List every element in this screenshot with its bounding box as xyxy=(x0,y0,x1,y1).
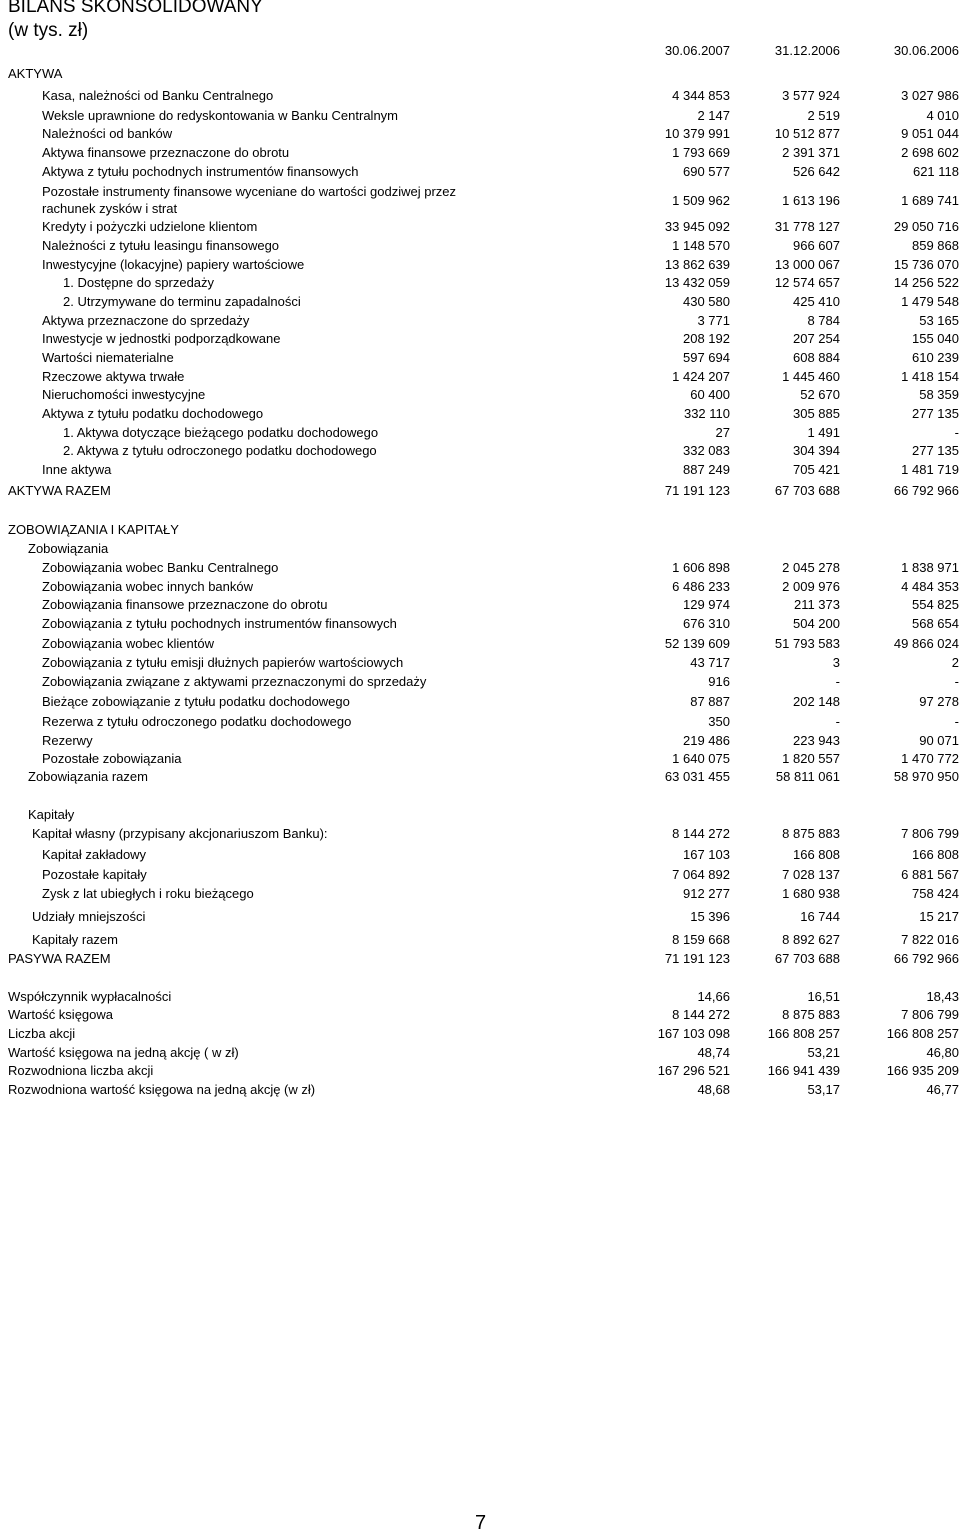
table-row xyxy=(0,540,960,558)
row-value: 8 875 883 xyxy=(782,826,840,841)
table-row xyxy=(0,885,960,903)
column-header-2006-06: 30.06.2006 xyxy=(893,43,959,58)
row-value: 526 642 xyxy=(793,164,840,179)
row-value: 1 680 938 xyxy=(782,886,840,901)
row-value: 16,51 xyxy=(807,989,840,1004)
table-row xyxy=(0,1062,960,1080)
row-value: 13 432 059 xyxy=(664,275,730,290)
table-row xyxy=(0,1044,960,1062)
table-row xyxy=(0,732,960,750)
table-row xyxy=(0,768,960,786)
row-value: 46,80 xyxy=(926,1045,959,1060)
row-value: 166 808 xyxy=(793,847,840,862)
row-value: 2 391 371 xyxy=(782,145,840,160)
row-value: 568 654 xyxy=(912,616,959,631)
table-row xyxy=(0,908,960,926)
row-label: Aktywa przeznaczone do sprzedaży xyxy=(42,313,250,328)
row-label: Aktywa finansowe przeznaczone do obrotu xyxy=(42,145,290,160)
table-row xyxy=(0,461,960,479)
row-value: 202 148 xyxy=(793,694,840,709)
row-value: 208 192 xyxy=(683,331,730,346)
row-value: 705 421 xyxy=(793,462,840,477)
row-label: Rozwodniona liczba akcji xyxy=(8,1063,154,1078)
table-row xyxy=(0,482,960,500)
row-value: 52 139 609 xyxy=(664,636,730,651)
row-value: 608 884 xyxy=(793,350,840,365)
table-row xyxy=(0,330,960,348)
row-label: Pozostałe instrumenty finansowe wyceniane do wartości godziwej przez rachunek zysków i strat xyxy=(42,184,457,216)
row-value: 166 935 209 xyxy=(886,1063,959,1078)
row-value: 15 736 070 xyxy=(893,257,959,272)
row-value: 31 778 127 xyxy=(774,219,840,234)
row-label: Współczynnik wypłacalności xyxy=(8,989,172,1004)
row-label: Zobowiązania finansowe przeznaczone do obrotu xyxy=(42,597,328,612)
row-value: 332 083 xyxy=(683,443,730,458)
row-value: 49 866 024 xyxy=(893,636,959,651)
row-value: 621 118 xyxy=(912,164,959,179)
row-value: 304 394 xyxy=(793,443,840,458)
row-value: 8 144 272 xyxy=(672,1007,730,1022)
row-value: 13 000 067 xyxy=(774,257,840,272)
row-label: PASYWA RAZEM xyxy=(8,951,111,966)
row-value: 207 254 xyxy=(793,331,840,346)
row-label: Rzeczowe aktywa trwałe xyxy=(42,369,185,384)
row-value: 167 103 098 xyxy=(657,1026,730,1041)
row-value: 610 239 xyxy=(912,350,959,365)
row-label: Wartość księgowa xyxy=(8,1007,113,1022)
row-value: 305 885 xyxy=(793,406,840,421)
row-value: 3 577 924 xyxy=(782,88,840,103)
row-value: 12 574 657 xyxy=(774,275,840,290)
row-label: Zysk z lat ubiegłych i roku bieżącego xyxy=(42,886,254,901)
row-value: 9 051 044 xyxy=(901,126,959,141)
row-label: Aktywa z tytułu podatku dochodowego xyxy=(42,406,264,421)
table-row xyxy=(0,312,960,330)
row-value: 15 396 xyxy=(690,909,730,924)
row-value: 7 806 799 xyxy=(901,826,959,841)
row-value: 71 191 123 xyxy=(664,483,730,498)
row-label: Zobowiązania z tytułu pochodnych instrumentów finansowych xyxy=(42,616,397,631)
row-value: 1 470 772 xyxy=(901,751,959,766)
row-value: 4 010 xyxy=(926,108,959,123)
row-value: 1 424 207 xyxy=(672,369,730,384)
row-label: 1. Dostępne do sprzedaży xyxy=(63,275,215,290)
row-value: 1 418 154 xyxy=(901,369,959,384)
row-value: 554 825 xyxy=(912,597,959,612)
row-label: Zobowiązania wobec innych banków xyxy=(42,579,254,594)
table-row xyxy=(0,635,960,653)
row-value: 4 484 353 xyxy=(901,579,959,594)
row-value: 1 613 196 xyxy=(782,193,840,208)
row-value: 48,68 xyxy=(697,1082,730,1097)
table-row xyxy=(0,713,960,731)
row-value: 10 379 991 xyxy=(664,126,730,141)
row-value: 10 512 877 xyxy=(774,126,840,141)
table-row xyxy=(0,442,960,460)
row-label: Inwestycyjne (lokacyjne) papiery wartościowe xyxy=(42,257,305,272)
row-label: Należności od banków xyxy=(42,126,173,141)
row-value: 2 147 xyxy=(697,108,730,123)
table-row xyxy=(0,750,960,768)
row-value: - xyxy=(954,714,959,729)
row-value: 3 xyxy=(832,655,840,670)
table-row xyxy=(0,559,960,577)
row-label: Kapitały razem xyxy=(32,932,118,947)
row-value: 71 191 123 xyxy=(664,951,730,966)
column-header-2006-12: 31.12.2006 xyxy=(774,43,840,58)
table-row xyxy=(0,424,960,442)
row-value: 7 028 137 xyxy=(782,867,840,882)
row-value: 916 xyxy=(708,674,730,689)
row-label: AKTYWA xyxy=(8,66,63,81)
row-value: 758 424 xyxy=(912,886,959,901)
row-value: - xyxy=(954,425,959,440)
row-value: 155 040 xyxy=(912,331,959,346)
row-value: 166 941 439 xyxy=(767,1063,840,1078)
row-label: Zobowiązania razem xyxy=(28,769,148,784)
row-value: 2 xyxy=(951,655,959,670)
row-value: 504 200 xyxy=(793,616,840,631)
table-row xyxy=(0,1025,960,1043)
row-label: Bieżące zobowiązanie z tytułu podatku dochodowego xyxy=(42,694,350,709)
row-value: 167 103 xyxy=(683,847,730,862)
row-label: Rozwodniona wartość księgowa na jedną akcję (w zł) xyxy=(8,1082,316,1097)
row-value: 350 xyxy=(708,714,730,729)
table-row xyxy=(0,218,960,236)
row-value: 1 491 xyxy=(807,425,840,440)
row-value: 1 640 075 xyxy=(672,751,730,766)
row-value: 7 822 016 xyxy=(901,932,959,947)
row-value: 1 689 741 xyxy=(901,193,959,208)
row-value: 13 862 639 xyxy=(664,257,730,272)
row-value: 430 580 xyxy=(683,294,730,309)
table-row xyxy=(0,615,960,633)
row-value: 166 808 257 xyxy=(767,1026,840,1041)
row-label: Rezerwa z tytułu odroczonego podatku dochodowego xyxy=(42,714,352,729)
row-value: 1 793 669 xyxy=(672,145,730,160)
row-value: 966 607 xyxy=(793,238,840,253)
row-value: 14,66 xyxy=(697,989,730,1004)
row-value: 66 792 966 xyxy=(893,951,959,966)
table-row xyxy=(0,806,960,824)
row-value: 887 249 xyxy=(683,462,730,477)
row-value: 58 811 061 xyxy=(775,769,840,784)
row-value: 53,17 xyxy=(807,1082,840,1097)
row-value: 2 698 602 xyxy=(901,145,959,160)
row-value: 53,21 xyxy=(807,1045,840,1060)
row-value: 8 892 627 xyxy=(782,932,840,947)
row-value: 66 792 966 xyxy=(893,483,959,498)
table-row xyxy=(0,237,960,255)
row-value: 48,74 xyxy=(697,1045,730,1060)
table-row xyxy=(0,107,960,125)
table-row xyxy=(0,1081,960,1099)
row-value: 8 784 xyxy=(807,313,840,328)
row-value: 1 445 460 xyxy=(782,369,840,384)
table-row xyxy=(0,1006,960,1024)
row-label: Udziały mniejszości xyxy=(32,909,146,924)
table-row xyxy=(0,183,960,217)
row-value: 53 165 xyxy=(919,313,959,328)
row-label: Nieruchomości inwestycyjne xyxy=(42,387,206,402)
table-row xyxy=(0,866,960,884)
row-label: AKTYWA RAZEM xyxy=(8,483,111,498)
row-value: 167 296 521 xyxy=(657,1063,730,1078)
document-title: BILANS SKONSOLIDOWANY xyxy=(8,0,263,17)
row-label: Kapitał własny (przypisany akcjonariuszom Banku): xyxy=(32,826,328,841)
row-label: Należności z tytułu leasingu finansowego xyxy=(42,238,280,253)
row-value: 223 943 xyxy=(793,733,840,748)
row-label: Zobowiązania wobec klientów xyxy=(42,636,214,651)
row-value: 912 277 xyxy=(683,886,730,901)
table-row xyxy=(0,596,960,614)
row-value: 51 793 583 xyxy=(774,636,840,651)
table-row xyxy=(0,521,960,539)
row-value: 211 373 xyxy=(793,597,840,612)
row-label: Aktywa z tytułu pochodnych instrumentów finansowych xyxy=(42,164,359,179)
table-row xyxy=(0,274,960,292)
row-value: 16 744 xyxy=(800,909,840,924)
row-value: 1 509 962 xyxy=(672,193,730,208)
table-row xyxy=(0,405,960,423)
table-row xyxy=(0,825,960,843)
row-value: 29 050 716 xyxy=(893,219,959,234)
row-label: Inwestycje w jednostki podporządkowane xyxy=(42,331,281,346)
row-label: ZOBOWIĄZANIA I KAPITAŁY xyxy=(8,522,179,537)
table-row xyxy=(0,65,960,83)
table-row xyxy=(0,293,960,311)
row-value: 859 868 xyxy=(912,238,959,253)
table-row xyxy=(0,144,960,162)
row-value: 6 486 233 xyxy=(672,579,730,594)
row-value: - xyxy=(835,714,840,729)
row-value: 425 410 xyxy=(793,294,840,309)
row-label: Kasa, należności od Banku Centralnego xyxy=(42,88,274,103)
row-value: 67 703 688 xyxy=(774,483,840,498)
row-value: 3 771 xyxy=(697,313,730,328)
row-value: 277 135 xyxy=(912,443,959,458)
row-label: Inne aktywa xyxy=(42,462,112,477)
row-value: 129 974 xyxy=(683,597,730,612)
row-value: 597 694 xyxy=(683,350,730,365)
row-value: 1 148 570 xyxy=(672,238,730,253)
row-value: 15 217 xyxy=(919,909,959,924)
row-value: 27 xyxy=(715,425,730,440)
row-value: 58 970 950 xyxy=(893,769,959,784)
row-value: 332 110 xyxy=(683,406,730,421)
row-label: Kapitał zakładowy xyxy=(42,847,147,862)
row-value: 43 717 xyxy=(690,655,730,670)
row-value: 33 945 092 xyxy=(664,219,730,234)
table-row xyxy=(0,950,960,968)
row-value: 97 278 xyxy=(919,694,959,709)
row-value: 60 400 xyxy=(690,387,730,402)
row-value: 219 486 xyxy=(683,733,730,748)
table-row xyxy=(0,988,960,1006)
row-value: 2 009 976 xyxy=(782,579,840,594)
row-value: - xyxy=(954,674,959,689)
row-label: Wartości niematerialne xyxy=(42,350,174,365)
row-value: 2 045 278 xyxy=(782,560,840,575)
row-label: Pozostałe kapitały xyxy=(42,867,147,882)
row-value: 4 344 853 xyxy=(672,88,730,103)
table-row xyxy=(0,578,960,596)
row-value: 1 481 719 xyxy=(901,462,959,477)
row-value: 18,43 xyxy=(926,989,959,1004)
row-value: 1 479 548 xyxy=(901,294,959,309)
row-value: 58 359 xyxy=(919,387,959,402)
table-row xyxy=(0,654,960,672)
row-value: - xyxy=(835,674,840,689)
row-value: 3 027 986 xyxy=(901,88,959,103)
row-value: 8 875 883 xyxy=(782,1007,840,1022)
table-row xyxy=(0,386,960,404)
row-value: 1 820 557 xyxy=(782,751,840,766)
row-value: 690 577 xyxy=(683,164,730,179)
row-label: Wartość księgowa na jedną akcję ( w zł) xyxy=(8,1045,239,1060)
row-value: 90 071 xyxy=(919,733,959,748)
row-value: 8 144 272 xyxy=(672,826,730,841)
row-value: 166 808 xyxy=(912,847,959,862)
row-label: Zobowiązania xyxy=(28,541,109,556)
row-label: Zobowiązania z tytułu emisji dłużnych papierów wartościowych xyxy=(42,655,404,670)
table-row xyxy=(0,693,960,711)
row-label: Weksle uprawnione do redyskontowania w Banku Centralnym xyxy=(42,108,399,123)
row-label: 2. Utrzymywane do terminu zapadalności xyxy=(63,294,301,309)
table-row xyxy=(0,368,960,386)
row-label: Kredyty i pożyczki udzielone klientom xyxy=(42,219,258,234)
row-label: Rezerwy xyxy=(42,733,93,748)
row-value: 277 135 xyxy=(912,406,959,421)
table-row xyxy=(0,349,960,367)
table-row xyxy=(0,125,960,143)
row-value: 166 808 257 xyxy=(886,1026,959,1041)
row-value: 6 881 567 xyxy=(901,867,959,882)
table-row xyxy=(0,256,960,274)
row-value: 2 519 xyxy=(807,108,840,123)
row-value: 67 703 688 xyxy=(774,951,840,966)
row-value: 7 806 799 xyxy=(901,1007,959,1022)
row-label: Pozostałe zobowiązania xyxy=(42,751,182,766)
row-value: 1 606 898 xyxy=(672,560,730,575)
row-value: 87 887 xyxy=(690,694,730,709)
page-number: 7 xyxy=(475,1512,487,1534)
table-row xyxy=(0,846,960,864)
row-value: 52 670 xyxy=(800,387,840,402)
table-row xyxy=(0,931,960,949)
table-row xyxy=(0,163,960,181)
row-value: 676 310 xyxy=(683,616,730,631)
row-value: 63 031 455 xyxy=(664,769,730,784)
row-value: 14 256 522 xyxy=(893,275,959,290)
row-value: 1 838 971 xyxy=(901,560,959,575)
row-label: 2. Aktywa z tytułu odroczonego podatku dochodowego xyxy=(63,443,377,458)
column-header-2007-06: 30.06.2007 xyxy=(664,43,730,58)
row-label: Zobowiązania związane z aktywami przeznaczonymi do sprzedaży xyxy=(42,674,427,689)
row-label: Liczba akcji xyxy=(8,1026,76,1041)
row-value: 7 064 892 xyxy=(672,867,730,882)
table-row xyxy=(0,673,960,691)
row-label: Kapitały xyxy=(28,807,75,822)
row-value: 8 159 668 xyxy=(672,932,730,947)
row-value: 46,77 xyxy=(926,1082,959,1097)
row-label: Zobowiązania wobec Banku Centralnego xyxy=(42,560,279,575)
row-label: 1. Aktywa dotyczące bieżącego podatku dochodowego xyxy=(63,425,379,440)
document-subtitle: (w tys. zł) xyxy=(8,20,89,41)
table-row xyxy=(0,87,960,105)
